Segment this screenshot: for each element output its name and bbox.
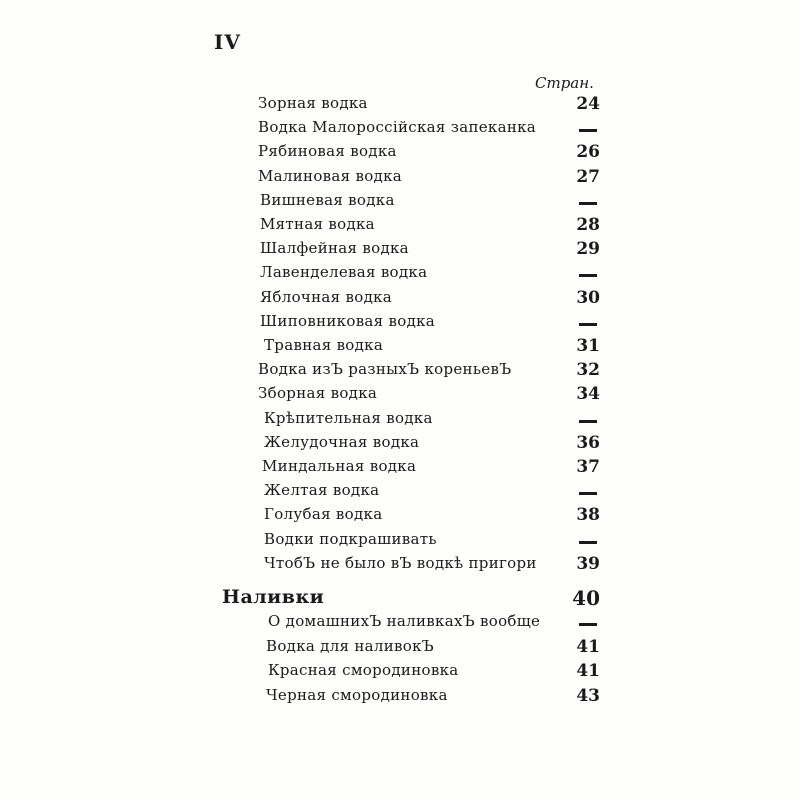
ditto-dash [579,492,597,495]
toc-entry [0,312,800,336]
entry-title: Желтая водка [264,481,380,499]
toc-entry [0,530,800,554]
entry-title: ЧтобЪ не было вЪ водкѣ пригори [264,554,537,572]
entry-title: Желудочная водка [264,433,420,451]
toc-entry [0,239,800,263]
ditto-dash [579,541,597,544]
entry-title: Черная смородиновка [266,686,448,704]
toc-entry [0,457,800,481]
ditto-dash [579,623,597,626]
entry-page-number: 36 [576,433,600,453]
section-title: Наливки [222,586,325,608]
entry-title: Зборная водка [258,384,378,402]
toc-entry [0,409,800,433]
toc-entry [0,336,800,360]
toc-entry [0,612,800,636]
entry-title: Водка для наливокЪ [266,637,435,655]
entry-page-number: 24 [576,94,600,114]
toc-entry [0,118,800,142]
entry-page-number: 31 [576,336,600,356]
entry-title: Вишневая водка [260,191,395,209]
toc-entry [0,384,800,408]
toc-entry [0,167,800,191]
toc-entry [0,686,800,710]
entry-title: Водки подкрашивать [264,530,437,548]
ditto-dash [579,420,597,423]
entry-page-number: 37 [576,457,600,477]
entry-title: Шиповниковая водка [260,312,436,330]
entry-title: Травная водка [264,336,384,354]
toc-entry [0,288,800,312]
entry-title: Миндальная водка [262,457,417,475]
toc-entry [0,94,800,118]
page-number: IV [214,30,241,54]
toc-entry [0,505,800,529]
entry-title: Яблочная водка [260,288,393,306]
entry-title: Шалфейная водка [260,239,409,257]
entry-page-number: 38 [576,505,600,525]
toc-entry [0,637,800,661]
entry-page-number: 39 [576,554,600,574]
toc-entry [0,360,800,384]
entry-title: Крѣпительная водка [264,409,433,427]
toc-entry [0,433,800,457]
section-heading [0,586,800,610]
entry-page-number: 41 [576,637,600,657]
entry-title: Рябиновая водка [258,142,397,160]
toc-entry [0,263,800,287]
entry-title: Голубая водка [264,505,383,523]
entry-title: Водка Малороссійская запеканка [258,118,537,136]
ditto-dash [579,129,597,132]
toc-entry [0,554,800,578]
ditto-dash [579,323,597,326]
entry-title: Мятная водка [260,215,375,233]
entry-page-number: 28 [576,215,600,235]
entry-page-number: 27 [576,167,600,187]
toc-entry [0,142,800,166]
entry-page-number: 41 [576,661,600,681]
ditto-dash [579,202,597,205]
entry-page-number: 40 [572,586,600,610]
entry-title: Зорная водка [258,94,368,112]
toc-entry [0,215,800,239]
entry-title: О домашнихЪ наливкахЪ вообще [268,612,541,630]
entry-page-number: 30 [576,288,600,308]
entry-title: Лавенделевая водка [260,263,428,281]
toc-entry [0,661,800,685]
toc-entry [0,191,800,215]
entry-page-number: 43 [576,686,600,706]
entry-title: Водка изЪ разныхЪ кореньевЪ [258,360,512,378]
toc-entry [0,481,800,505]
column-header: Стран. [535,74,594,92]
entry-page-number: 32 [576,360,600,380]
entry-title: Малиновая водка [258,167,403,185]
entry-page-number: 29 [576,239,600,259]
entry-title: Красная смородиновка [268,661,459,679]
entry-page-number: 34 [576,384,600,404]
entry-page-number: 26 [576,142,600,162]
ditto-dash [579,274,597,277]
